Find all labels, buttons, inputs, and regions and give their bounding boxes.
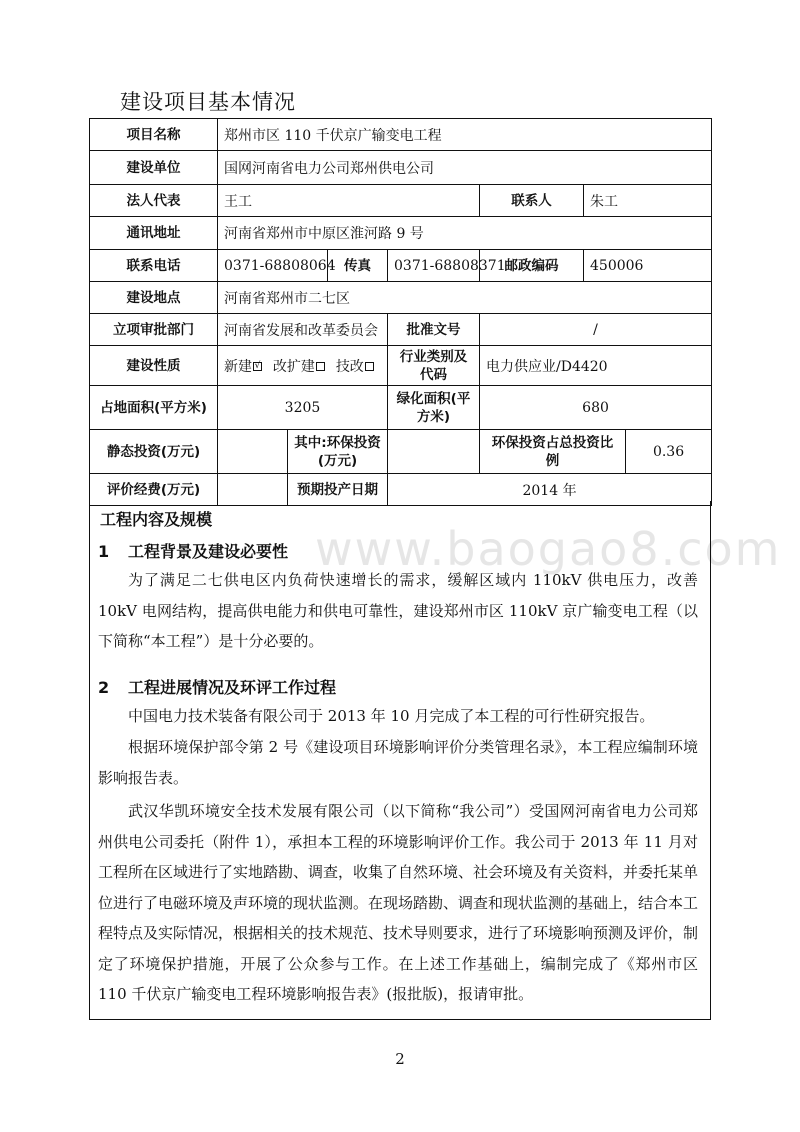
row-phone bbox=[90, 250, 712, 282]
value-postcode: 450006 bbox=[584, 250, 712, 282]
value-builder: 国网河南省电力公司郑州供电公司 bbox=[218, 151, 712, 185]
checkbox-expand bbox=[316, 362, 325, 371]
value-phone: 0371-68808064 bbox=[218, 250, 328, 282]
nature-new-label: 新建 bbox=[224, 358, 252, 375]
label-eval-cost: 评价经费(万元) bbox=[90, 474, 218, 506]
label-industry: 行业类别及代码 bbox=[388, 346, 480, 386]
heading-2-text: 工程进展情况及环评工作过程 bbox=[128, 678, 337, 697]
row-site bbox=[90, 282, 712, 314]
heading-2-number: 2 bbox=[98, 678, 110, 697]
content-section bbox=[89, 501, 711, 1020]
checkbox-tech bbox=[365, 362, 374, 371]
paragraph-1: 为了满足二七供电区内负荷快速增长的需求，缓解区域内 110kV 供电压力，改善 10kV 电网结构，提高供电能力和供电可靠性，建设郑州市区 110kV 京广输变电工程（以下简称“本工程”）是十分必要的。 bbox=[98, 571, 698, 650]
value-contact: 朱工 bbox=[584, 185, 712, 217]
value-approval-no: / bbox=[480, 314, 712, 346]
value-area: 3205 bbox=[218, 386, 388, 430]
label-legal-rep: 法人代表 bbox=[90, 185, 218, 217]
value-date: 2014 年 bbox=[388, 474, 712, 506]
row-nature bbox=[90, 346, 712, 386]
value-address: 河南省郑州市中原区淮河路 9 号 bbox=[218, 217, 712, 250]
row-builder bbox=[90, 151, 712, 185]
label-green: 绿化面积(平方米) bbox=[388, 386, 480, 430]
checkbox-new-checked: √ bbox=[254, 360, 261, 371]
label-env-ratio: 环保投资占总投资比例 bbox=[480, 430, 626, 474]
row-area bbox=[90, 386, 712, 430]
section-title: 工程内容及规模 bbox=[100, 510, 213, 529]
label-area: 占地面积(平方米) bbox=[90, 386, 218, 430]
label-site: 建设地点 bbox=[90, 282, 218, 314]
heading-1-text: 工程背景及建设必要性 bbox=[128, 542, 289, 561]
row-invest bbox=[90, 430, 712, 474]
label-builder: 建设单位 bbox=[90, 151, 218, 185]
page-number: 2 bbox=[395, 1050, 405, 1068]
paragraph-2: 中国电力技术装备有限公司于 2013 年 10 月完成了本工程的可行性研究报告。 bbox=[128, 707, 655, 725]
page-title: 建设项目基本情况 bbox=[120, 90, 296, 114]
value-invest bbox=[218, 430, 288, 474]
value-env-ratio: 0.36 bbox=[626, 430, 712, 474]
paragraph-3: 根据环境保护部令第 2 号《建设项目环境影响评价分类管理名录》，本工程应编制环境影响报告表。 bbox=[98, 738, 698, 787]
label-approval-no: 批准文号 bbox=[388, 314, 480, 346]
value-approval-dept: 河南省发展和改革委员会 bbox=[218, 314, 388, 346]
row-address bbox=[90, 217, 712, 250]
label-phone: 联系电话 bbox=[90, 250, 218, 282]
label-invest: 静态投资(万元) bbox=[90, 430, 218, 474]
label-postcode: 邮政编码 bbox=[480, 250, 584, 282]
value-green: 680 bbox=[480, 386, 712, 430]
row-project-name bbox=[90, 119, 712, 151]
label-approval-dept: 立项审批部门 bbox=[90, 314, 218, 346]
label-nature: 建设性质 bbox=[90, 346, 218, 386]
value-env-invest bbox=[388, 430, 480, 474]
label-address: 通讯地址 bbox=[90, 217, 218, 250]
label-fax: 传真 bbox=[328, 250, 388, 282]
heading-2 bbox=[98, 675, 336, 698]
heading-1-number: 1 bbox=[98, 542, 110, 561]
value-nature bbox=[218, 346, 388, 386]
label-contact: 联系人 bbox=[480, 185, 584, 217]
label-project-name: 项目名称 bbox=[90, 119, 218, 151]
value-site: 河南省郑州市二七区 bbox=[218, 282, 712, 314]
value-legal-rep: 王工 bbox=[218, 185, 480, 217]
value-project-name: 郑州市区 110 千伏京广输变电工程 bbox=[218, 119, 712, 151]
row-approval bbox=[90, 314, 712, 346]
row-legal-rep bbox=[90, 185, 712, 217]
nature-expand-label: 改扩建 bbox=[272, 358, 315, 375]
project-info-table bbox=[89, 118, 712, 506]
paragraph-4: 武汉华凯环境安全技术发展有限公司（以下简称“我公司”）受国网河南省电力公司郑州供电公司委托（附件 1），承担本工程的环境影响评价工作。我公司于 2013 年 11 月对工程所在区域进行了实地踏勘、调查，收集了自然环境、社会环境及有关资料，并委托某单位进行了电磁环境及声环境的现状监测。在现场踏勘、调查和现状监测的基础上，结合本工程特点及实际情况，根据相关的技术规范、技术导则要求，进行了环境影响预测及评价，制定了环境保护措施，开展了公众参与工作。在上述工作基础上，编制完成了《郑州市区 110 千伏京广输变电工程环境影响报告表》(报批版)，报请审批。 bbox=[98, 802, 699, 1003]
watermark-text: www.baogao8.com bbox=[315, 522, 782, 576]
value-industry: 电力供应业/D4420 bbox=[480, 346, 712, 386]
nature-tech-label: 技改 bbox=[335, 358, 364, 375]
label-env-invest: 其中:环保投资(万元) bbox=[288, 430, 388, 474]
value-fax: 0371-68808371 bbox=[388, 250, 480, 282]
label-date: 预期投产日期 bbox=[288, 474, 388, 506]
heading-1 bbox=[98, 539, 288, 562]
